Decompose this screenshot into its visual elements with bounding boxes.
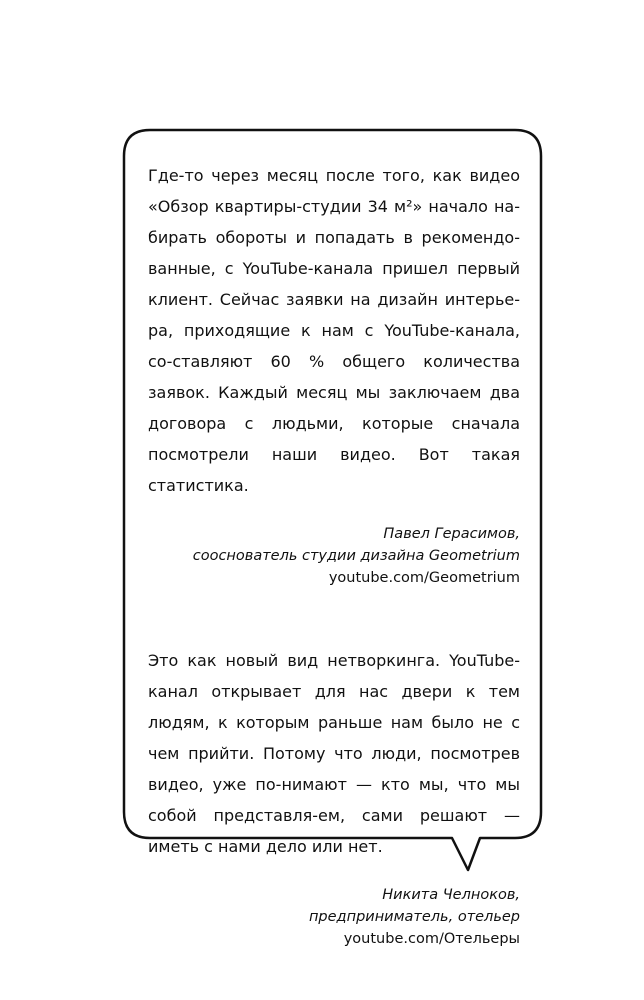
author-name: Павел Герасимов,	[383, 526, 520, 542]
quote-text: Где-то через месяц после того, как видео «Обзор квартиры-студии 34 м²» начало на-бирать обороты и попадать в рекомендо-ванные, с YouTube-канала пришел первый клиент. Сейчас заявки на дизайн интерье-ра, приходящие к нам с YouTube-канала, со-ставляют 60 % общего количества заявок. Каждый месяц мы заключаем два договора с людьми, которые сначала посмотрели наши видео. Вот такая статистика.	[148, 166, 520, 495]
quote-attribution	[148, 884, 520, 950]
quotes-container	[148, 160, 520, 950]
author-name: Никита Челноков,	[382, 887, 520, 903]
quote-text: Это как новый вид нетворкинга. YouTube-канал открывает для нас двери к тем людям, к которым раньше нам было не с чем прийти. Потому что люди, посмотрев видео, уже по-нимают — кто мы, что мы собой представля-ем, сами решают — иметь с нами дело или нет.	[148, 651, 520, 856]
author-role: сооснователь студии дизайна Geometrium	[192, 548, 520, 564]
author-link: youtube.com/Отельеры	[343, 931, 520, 947]
quote-attribution	[148, 523, 520, 589]
author-role: предприниматель, отельер	[308, 909, 520, 925]
quote-block-2	[148, 645, 520, 950]
author-link: youtube.com/Geometrium	[328, 570, 520, 586]
quote-block-1	[148, 160, 520, 589]
